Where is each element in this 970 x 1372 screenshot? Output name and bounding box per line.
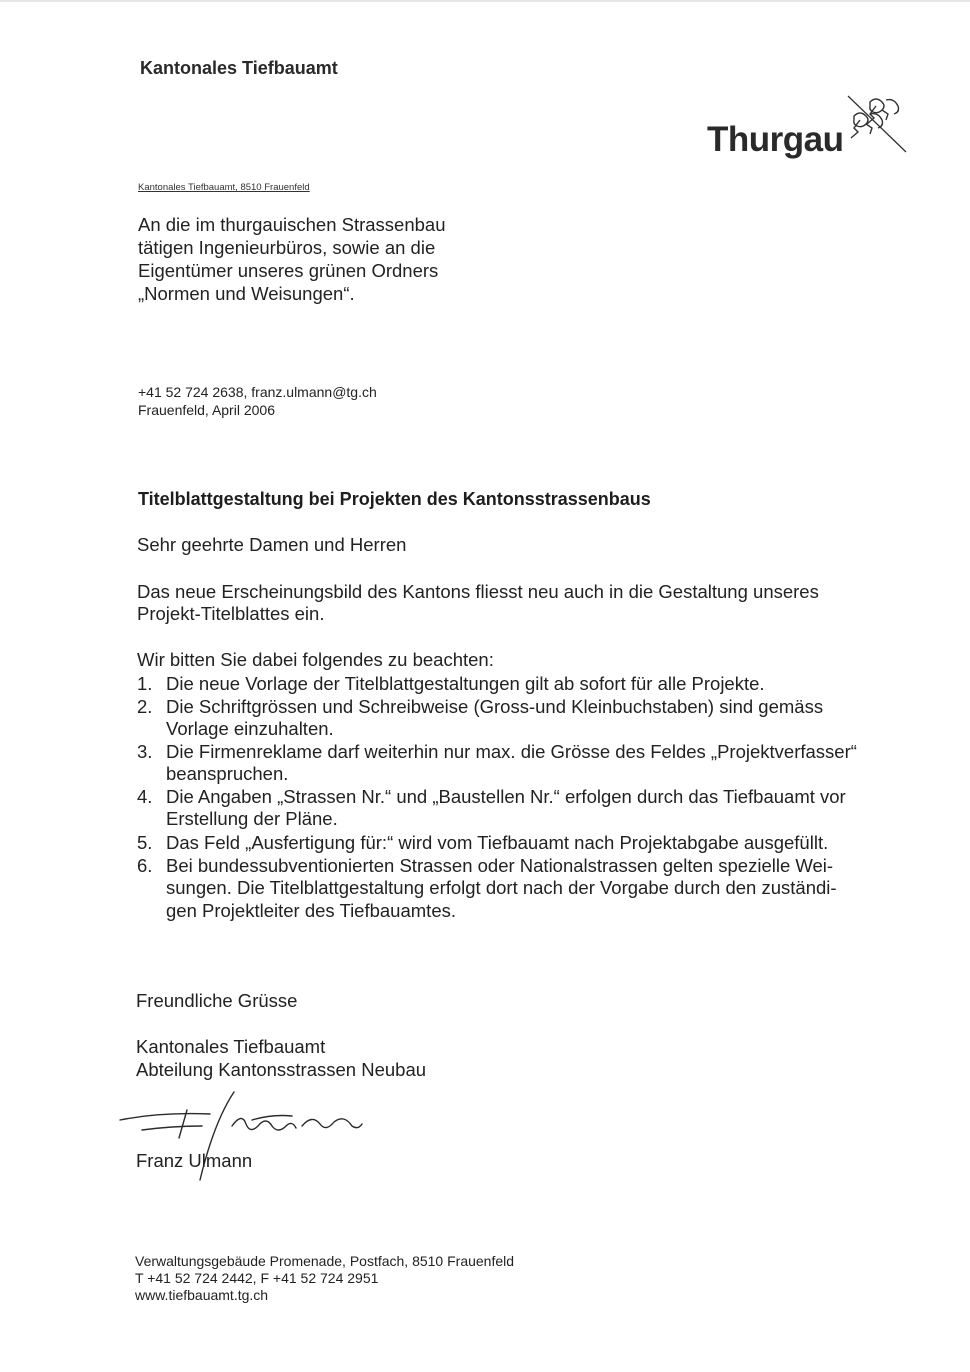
list-item-line: Die neue Vorlage der Titelblattgestaltungen gilt ab sofort für alle Projekte. (166, 673, 765, 694)
list-intro: Wir bitten Sie dabei folgendes zu beachten: (137, 649, 494, 670)
handwritten-signature (112, 1090, 372, 1190)
logo-text: Thurgau (707, 120, 844, 159)
salutation: Sehr geehrte Damen und Herren (137, 534, 407, 555)
footer-phone-fax: T +41 52 724 2442, F +41 52 724 2951 (135, 1270, 379, 1286)
list-item-line: beanspruchen. (166, 763, 289, 784)
sender-division: Abteilung Kantonsstrassen Neubau (136, 1059, 427, 1080)
list-item-line: Das Feld „Ausfertigung für:“ wird vom Tiefbauamt nach Projektabgabe ausgefüllt. (166, 832, 829, 853)
list-number: 5. (137, 832, 153, 853)
contact-phone-email: +41 52 724 2638, franz.ulmann@tg.ch (138, 384, 377, 400)
return-address: Kantonales Tiefbauamt, 8510 Frauenfeld (138, 182, 310, 193)
footer-website: www.tiefbauamt.tg.ch (135, 1287, 269, 1303)
place-date: Frauenfeld, April 2006 (138, 402, 275, 418)
subject-heading: Titelblattgestaltung bei Projekten des Kantonsstrassenbaus (138, 489, 651, 509)
thurgau-logo (705, 92, 915, 170)
thurgau-lions-emblem-icon (840, 92, 912, 154)
list-item-line: Die Angaben „Strassen Nr.“ und „Baustellen Nr.“ erfolgen durch das Tiefbauamt vor (166, 786, 846, 807)
list-number: 1. (137, 673, 153, 694)
list-number: 2. (137, 696, 153, 717)
list-item-line: gen Projektleiter des Tiefbauamtes. (166, 900, 456, 921)
scan-edge (0, 0, 970, 2)
footer-address: Verwaltungsgebäude Promenade, Postfach, 8510 Frauenfeld (135, 1253, 515, 1269)
list-item-line: Die Schriftgrössen und Schreibweise (Gross-und Kleinbuchstaben) sind gemäss (166, 696, 824, 717)
intro-line: Projekt-Titelblattes ein. (137, 603, 325, 624)
list-item-line: Die Firmenreklame darf weiterhin nur max. die Grösse des Feldes „Projektverfasser“ (166, 741, 857, 762)
list-item-line: Vorlage einzuhalten. (166, 718, 334, 739)
list-number: 3. (137, 741, 153, 762)
closing: Freundliche Grüsse (136, 990, 298, 1011)
department-header: Kantonales Tiefbauamt (140, 58, 338, 78)
recipient-line: Eigentümer unseres grünen Ordners (138, 260, 439, 281)
list-number: 6. (137, 855, 153, 876)
intro-line: Das neue Erscheinungsbild des Kantons fliesst neu auch in die Gestaltung unseres (137, 581, 819, 602)
sender-name: Franz Ulmann (136, 1150, 253, 1171)
recipient-line: An die im thurgauischen Strassenbau (138, 214, 446, 235)
list-number: 4. (137, 786, 153, 807)
list-item-line: sungen. Die Titelblattgestaltung erfolgt dort nach der Vorgabe durch den zuständi- (166, 877, 837, 898)
sender-office: Kantonales Tiefbauamt (136, 1036, 326, 1057)
list-item-line: Bei bundessubventionierten Strassen oder Nationalstrassen gelten spezielle Wei- (166, 855, 834, 876)
recipient-line: „Normen und Weisungen“. (138, 283, 355, 304)
recipient-line: tätigen Ingenieurbüros, sowie an die (138, 237, 436, 258)
list-item-line: Erstellung der Pläne. (166, 808, 338, 829)
